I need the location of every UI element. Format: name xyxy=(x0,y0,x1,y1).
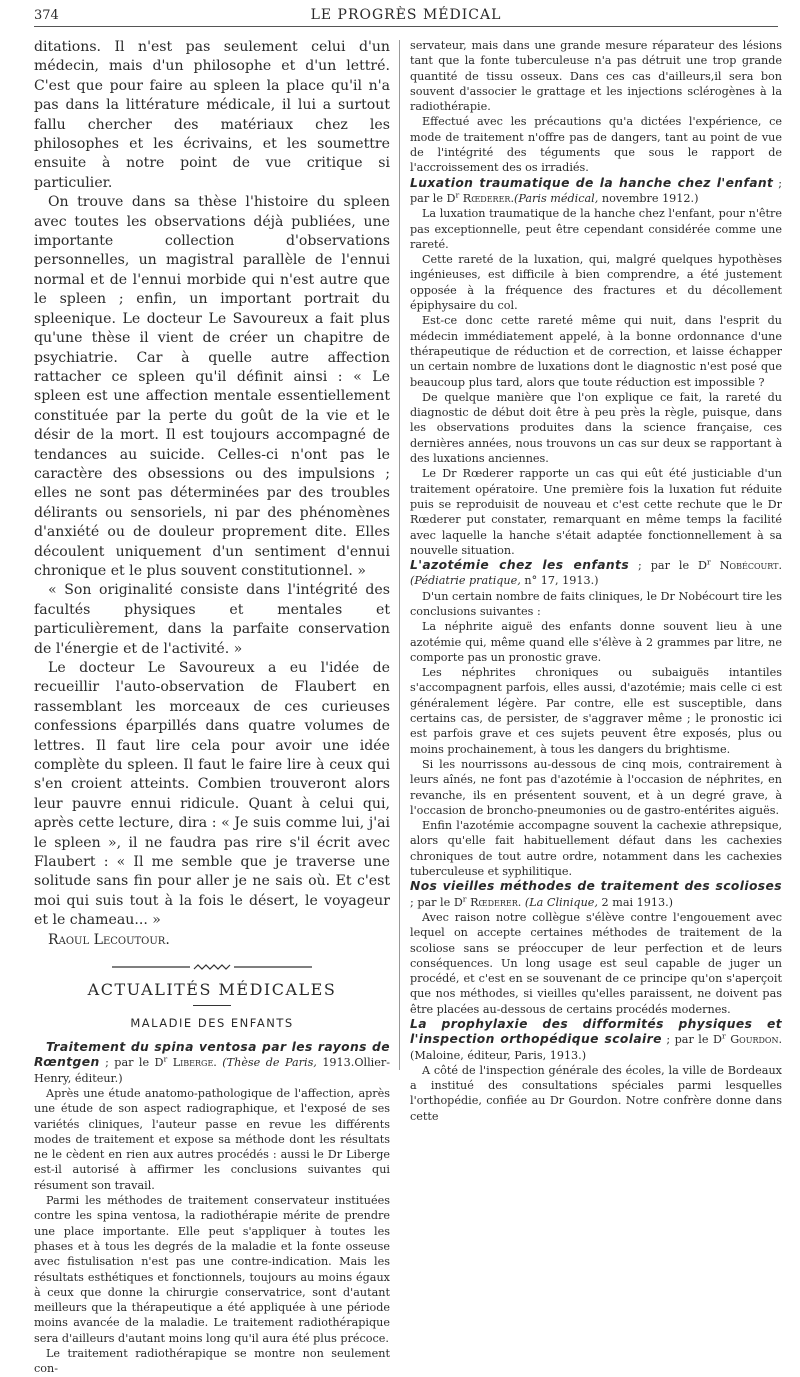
article-heading: La prophylaxie des difformités physiques et l'inspection orthopédique scolaire ; par le $D^r$ Gourdon. (Maloine, éditeur, Paris, 1913.) xyxy=(410,1017,783,1062)
article-author: Rœderer. xyxy=(470,895,522,909)
article-paragraph: D'un certain nombre de faits cliniques, le Dr Nobécourt tire les conclusions suivantes : xyxy=(410,589,782,618)
section-title: ACTUALITÉS MÉDICALES xyxy=(87,980,337,1000)
article-author: Liberge. xyxy=(172,1056,217,1070)
article-azotemie xyxy=(410,558,782,879)
article-source: (Thèse de Paris, xyxy=(222,1056,317,1070)
left-paragraph: ditations. Il n'est pas seulement celui d'un médecin, mais d'un philosophe et d'un lettré. C'est que pour faire au spleen la place qu'il n'a pas dans la littérature médicale, il lui a surtout fallu chercher des matériaux chez les philosophes et les écrivains, et les soumettre ensuite à notre point de vue critique si particulier. xyxy=(34,39,390,191)
article-title: Nos vieilles méthodes de traitement des scolioses xyxy=(410,879,782,894)
page-header xyxy=(30,6,782,26)
article-author: Gourdon. xyxy=(730,1033,783,1047)
right-paragraph: Effectué avec les précautions qu'a dictées l'expérience, ce mode de traitement n'offre pas de dangers, tant au point de vue de l'intégrité des téguments que sous le rapport de l'accroissement des os irradiés. xyxy=(410,115,782,175)
article-paragraph: Enfin l'azotémie accompagne souvent la cachexie athrepsique, alors qu'elle fait habituellement défaut dans les cachexies chroniques de tout autre ordre, notamment dans les cachexies tuberculeuse et syphilitique. xyxy=(410,819,782,879)
article-paragraph: Avec raison notre collègue s'élève contre l'engouement avec lequel on accepte certaines méthodes de traitement de la scoliose sans se préoccuper de leur perfection et de leurs conséquences. Un long usage est seul capable de juger un procédé, et c'est en se souvenant de ce principe qu'on s'aperçoit que nos méthodes, si vieilles qu'elles paraissent, ne doivent pas être placées au-dessous de certains procédés modernes. xyxy=(410,910,782,1016)
ornament-rule-graphic xyxy=(112,962,312,972)
article-heading: Nos vieilles méthodes de traitement des scolioses ; par le $D^r$ Rœderer. (La Clinique, 2 mai 1913.) xyxy=(410,879,782,909)
article-scolioses xyxy=(410,879,782,1017)
article-title: Traitement du spina ventosa par les rayons de Rœntgen xyxy=(34,1040,390,1070)
article-paragraph: Les néphrites chroniques ou subaiguës intantiles s'accompagnent parfois, elles aussi, d'azotémie; mais celle ci est généralement légère. Par contre, elle est susceptible, dans certains cas, de persister, de s'aggraver même ; le pronostic ici est parfois grave et ces sujets peuvent être exposés, plus ou moins prochainement, à tous les dangers du brightisme. xyxy=(410,666,782,756)
section-rule xyxy=(193,1005,231,1006)
article-luxation xyxy=(410,176,782,558)
article-paragraph: Le Dr Rœderer rapporte un cas qui eût été justiciable d'un traitement opératoire. Une première fois la luxation fut réduite puis se reproduisit de nouveau et c'est cette rechute que le Dr Rœderer put constater, remarquant en même temps la facilité avec laquelle la hanche s'était adaptée fonctionnellement à sa nouvelle situation. xyxy=(410,467,782,557)
signature xyxy=(34,931,390,950)
article-source: (Pédiatrie pratique, xyxy=(410,574,521,588)
left-paragraph: Le docteur Le Savoureux a eu l'idée de recueillir l'auto-observation de Flaubert en rassemblant les morceaux de ces curieuses confessions éparpillés dans quatre volumes de lettres. Il faut lire cela pour avoir une idée complète du spleen. Il faut le faire lire à ceux qui s'en croient atteints. Combien trouveront alors leur pauvre ennui ridicule. Quant à celui qui, après cette lecture, dira : « Je suis comme lui, j'ai le spleen », il ne faudra pas rire s'il écrit avec Flaubert : « Il me semble que je traverse une solitude sans fin pour aller je ne sais où. Et c'est moi qui suis tout à la fois le désert, le voyageur et le chameau... » xyxy=(34,660,390,929)
article-paragraph: Est-ce donc cette rareté même qui nuit, dans l'esprit du médecin immédiatement appelé, à la bonne ordonnance d'une thérapeutique de réduction et de correction, et laisse échapper un certain nombre de luxations dont le diagnostic n'est posé que beaucoup plus tard, alors que toute réduction est impossible ? xyxy=(410,314,782,389)
article-details: 1913.Ollier-Henry, éditeur.) xyxy=(34,1056,390,1085)
article-title: La prophylaxie des difformités physiques et l'inspection orthopédique scolaire xyxy=(410,1017,782,1047)
article-prophylaxie xyxy=(410,1017,782,1124)
article-paragraph: Après une étude anatomo-pathologique de l'affection, après une étude de son aspect radiographique, et l'exposé de ses variétés cliniques, l'auteur passe en revue les différents modes de traitement et expose sa méthode dont les résultats ne le cèdent en rien aux autres procédés : aussi le Dr Liberge est-il autorisé à affirmer les conclusions suivantes qui résument son travail. xyxy=(34,1086,390,1192)
article-heading: Traitement du spina ventosa par les rayons de Rœntgen ; par le $D^r$ Liberge. (Thèse de Paris, 1913.Ollier-Henry, éditeur.) xyxy=(34,1040,390,1085)
ornament-divider xyxy=(34,962,390,972)
header-rule xyxy=(34,26,778,27)
article-details: n° 17, 1913.) xyxy=(524,574,599,588)
left-column xyxy=(34,38,390,1377)
article-paragraph: Cette rareté de la luxation, qui, malgré quelques hypothèses ingénieuses, est difficile à bien comprendre, a été justement opposée à la fréquence des fractures et du décollement épiphysaire du col. xyxy=(410,253,782,313)
article-paragraph: De quelque manière que l'on explique ce fait, la rareté du diagnostic de début doit être à peu près la règle, puisque, dans les observations produites dans la science française, ces dernières années, nous trouvons un cas sur deux se rapportant à des luxations anciennes. xyxy=(410,390,782,466)
article-source: (Paris médical, xyxy=(514,191,599,205)
article-author: Nobécourt. xyxy=(719,559,783,573)
page-number: 374 xyxy=(34,8,59,23)
article-author: Rœderer. xyxy=(462,191,514,205)
left-paragraph: « Son originalité consiste dans l'intégrité des facultés physiques et mentales et particulièrement, dans la parfaite conservation de l'énergie et de l'activité. » xyxy=(34,582,390,657)
article-source: (La Clinique, xyxy=(524,895,598,909)
column-divider xyxy=(399,40,400,1070)
journal-title: LE PROGRÈS MÉDICAL xyxy=(310,7,502,23)
article-title: L'azotémie chez les enfants xyxy=(410,558,630,573)
article-paragraph: A côté de l'inspection générale des écoles, la ville de Bordeaux a institué des consultations spéciales parmi lesquelles l'orthopédie, confiée au Dr Gourdon. Notre confrère donne dans cette xyxy=(410,1063,782,1123)
article-heading: Luxation traumatique de la hanche chez l'enfant ; par le $D^r$ Rœderer.(Paris médical, novembre 1912.) xyxy=(410,175,782,205)
article-title: Luxation traumatique de la hanche chez l'enfant xyxy=(410,175,774,190)
article-paragraph: Parmi les méthodes de traitement conservateur instituées contre les spina ventosa, la radiothérapie mérite de prendre une place importante. Elle peut s'appliquer à toutes les phases et à tous les degrés de la maladie et la fonte osseuse avec fistulisation n'est pas une contre-indication. Mais les résultats esthétiques et fonctionnels, toujours au moins égaux à ceux que donne la chirurgie conservatrice, sont d'autant meilleurs que la thérapeutique a été appliquée à une période moins avancée de la maladie. Le traitement radiothérapique sera d'ailleurs d'autant moins long qu'il aura été plus précoce. xyxy=(34,1194,390,1345)
article-details: (Maloine, éditeur, Paris, 1913.) xyxy=(410,1048,587,1062)
signature-name: Raoul Lecoutour. xyxy=(48,931,170,948)
article-paragraph: La luxation traumatique de la hanche chez l'enfant, pour n'être pas exceptionnelle, peut être cependant considérée comme une rareté. xyxy=(410,207,782,251)
article-paragraph: Le traitement radiothérapique se montre non seulement con- xyxy=(34,1347,390,1376)
article-paragraph: La néphrite aiguë des enfants donne souvent lieu à une azotémie qui, même quand elle s'élève à 2 grammes par litre, ne comporte pas un pronostic grave. xyxy=(410,620,782,664)
subsection-title: MALADIE DES ENFANTS xyxy=(130,1016,294,1031)
right-paragraph: servateur, mais dans une grande mesure réparateur des lésions tant que la fonte tuberculeuse n'a pas détruit une trop grande quantité de tissu osseux. Dans ces cas d'ailleurs,il sera bon souvent d'associer le grattage et les injections sclérogènes à la radiothérapie. xyxy=(410,39,782,114)
article-heading: L'azotémie chez les enfants ; par le $D^r$ Nobécourt. (Pédiatrie pratique, n° 17, 1913.) xyxy=(410,557,783,588)
article-paragraph: Si les nourrissons au-dessous de cinq mois, contrairement à leurs aînés, ne font pas d'azotémie à l'occasion de néphrites, en revanche, ils en présentent souvent, et à un degré grave, à l'occasion de broncho-pneumonies ou de gastro-entérites aiguës. xyxy=(410,757,782,817)
article-spina-ventosa xyxy=(34,1040,390,1377)
article-details: 2 mai 1913.) xyxy=(601,895,674,909)
right-column xyxy=(410,38,782,1124)
article-details: novembre 1912.) xyxy=(601,191,699,205)
left-paragraph: On trouve dans sa thèse l'histoire du spleen avec toutes les observations déjà publiées, une importante collection d'observations personnelles, un magistral parallèle de l'ennui normal et de l'ennui morbide qui n'est autre que le spleen ; enfin, un important portrait du spleenique. Le docteur Le Savoureux a fait plus qu'une thèse il vient de créer un chapitre de psychiatrie. Car à quelle autre affection rattacher ce spleen qu'il définit ainsi : « Le spleen est une affection mentale essentiellement constituée par la perte du goût de la vie et le désir de la mort. Il est toujours accompagné de tendances au suicide. Celles-ci n'ont pas le caractère des obsessions ou des impulsions ; elles ne sont pas déterminées par des troubles délirants ou sensoriels, ni par des phénomènes d'anxiété ou de douleur proprement dite. Elles découlent uniquement d'un sentiment d'ennui chronique et le plus souvent constitutionnel. » xyxy=(34,194,390,579)
